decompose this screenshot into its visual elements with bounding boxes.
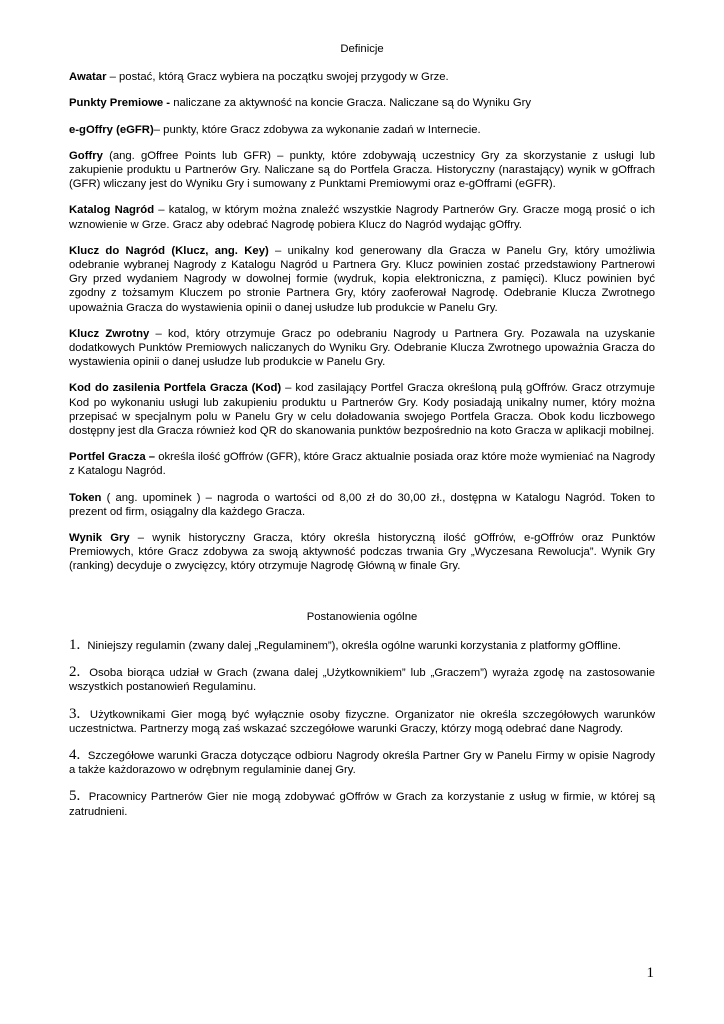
definition-term: e-gOffry (eGFR) <box>69 123 154 136</box>
definitions-title: Definicje <box>340 43 384 55</box>
definition-text: – kod, który otrzymuje Gracz po odebraniu Nagrody u Partnera Gry. Pozawala na uzyskanie dodatkowych Punktów Premiowych naliczanych do Wyniku Gry. Odebranie Klucza Zwrotnego upoważnia Gracza do wystawienia opinii o danej usłudze lub produkcie w Panelu Gry. <box>69 327 655 369</box>
definition-entry <box>69 491 655 519</box>
definition-term: Katalog Nagród <box>69 204 155 217</box>
definition-term: Portfel Gracza – <box>69 451 156 464</box>
page-number: 1 <box>646 965 654 981</box>
definition-term: Token <box>69 491 102 504</box>
definition-text: – punkty, które Gracz zdobywa za wykonanie zadań w Internecie. <box>153 123 481 136</box>
clause-number: 5. <box>69 788 81 805</box>
definition-text: ( ang. upominek ) – nagroda o wartości od 8,00 zł do 30,00 zł., dostępna w Katalogu Nagród. Token to prezent od firm, osiągalny dla każdego Gracza. <box>69 491 655 518</box>
definition-text: – unikalny kod generowany dla Gracza w Panelu Gry, który umożliwia odebranie wybranej Nagrody z Katalogu Nagród u Partnera Gry. Klucz powinien zostać przedstawiony Partnerowi Gry przed wydaniem Nagrody w dowolnej formie (wydruk, kopia elektroniczna, z pamięci). Klucz powinien być zgodny z tożsamym Kluczem po stronie Partnera Gry, który zaoferował Nagrodę. Odebranie Klucza Zwrotnego upoważnia Gracza do wystawienia opinii o danej usłudze lub produkcie w Panelu Gry. <box>69 244 655 314</box>
clause-item <box>69 665 655 694</box>
clause-item <box>69 707 655 736</box>
clause-item <box>69 748 655 777</box>
definition-entry <box>69 203 655 231</box>
definition-entry <box>69 149 655 192</box>
definition-entry <box>69 123 655 137</box>
definition-term: Punkty Premiowe - <box>69 97 171 110</box>
definition-text: (ang. gOffree Points lub GFR) – punkty, które zdobywają uczestnicy Gry za skorzystanie z usługi lub zakupienie produktu u Partnerów Gry. Naliczane są do Portfela Gracza. Historyczny (narastający) wynik w gOffrach (GFR) wliczany jest do Wyniku Gry i sumowany z Punktami Premiowymi oraz e-gOfframi (eGFR). <box>69 149 655 191</box>
clause-text: Użytkownikami Gier mogą być wyłącznie osoby fizyczne. Organizator nie określa szczegółowych warunków uczestnictwa. Partnerzy mogą zaś wskazać szczegółowe warunki Graczy, którzy mogą odebrać dane Nagrody. <box>69 708 655 735</box>
general-provisions-title: Postanowienia ogólne <box>306 610 418 623</box>
clause-item <box>69 638 655 653</box>
definition-term: Kod do zasilenia Portfela Gracza (Kod) <box>69 382 282 395</box>
definition-entry <box>69 244 655 315</box>
definition-term: Goffry <box>69 149 103 162</box>
clause-number: 4. <box>69 746 81 763</box>
definition-entry <box>69 96 655 110</box>
definition-entry <box>69 381 655 438</box>
clause-text: Pracownicy Partnerów Gier nie mogą zdobywać gOffrów w Grach za korzystanie z usług w firmie, w której są zatrudnieni. <box>69 791 655 818</box>
clause-text: Osoba biorąca udział w Grach (zwana dalej „Użytkownikiem” lub „Graczem”) wyraża zgodę na zastosowanie wszystkich postanowień Regulaminu. <box>69 667 655 694</box>
definition-term: Klucz Zwrotny <box>69 327 150 340</box>
definition-text: naliczane za aktywność na koncie Gracza. Naliczane są do Wyniku Gry <box>170 97 532 110</box>
clause-item <box>69 789 655 818</box>
clause-text: Szczegółowe warunki Gracza dotyczące odbioru Nagrody określa Partner Gry w Panelu Firmy w opisie Nagrody a także każdorazowo w odrębnym regulaminie danej Gry. <box>69 749 655 777</box>
clause-number: 2. <box>69 664 81 681</box>
definition-text: określa ilość gOffrów (GFR), które Gracz aktualnie posiada oraz które może wymieniać na Nagrody z Katalogu Nagród. <box>69 451 655 478</box>
definition-entry <box>69 450 655 478</box>
definition-text: – wynik historyczny Gracza, który określa historyczną ilość gOffrów, e-gOffrów oraz Punktów Premiowych, które Gracz zdobywa za swoją aktywność podczas trwania Gry „Wyczesana Rewolucja”. Wynik Gry (ranking) decyduje o zwycięzcy, który otrzymuje Nagrodę Główną w finale Gry. <box>69 532 656 573</box>
definition-text: – katalog, w którym można znaleźć wszystkie Nagrody Partnerów Gry. Gracze mogą prosić o ich wznowienie w Grze. Gracz aby odebrać Nagrodę pobiera Klucz do Nagród wydając gOffry. <box>69 204 656 231</box>
definition-term: Wynik Gry <box>69 532 130 545</box>
clause-number: 3. <box>69 705 81 722</box>
definition-term: Awatar <box>69 71 107 84</box>
clause-number: 1. <box>69 636 81 653</box>
definition-entry <box>69 70 655 84</box>
definition-text: – kod zasilający Portfel Gracza określoną pulą gOffrów. Gracz otrzymuje Kod po wykonaniu usługi lub zakupieniu produktu u Partnerów Gry. Kody posiadają unikalny numer, który można przepisać w specjalnym polu w Panelu Gry w celu doładowania swojego Portfela Gracza. Obok kodu liczbowego dostępny jest dla Gracza również kod QR do skanowania punktów bezpośrednio na koto Gracza w aplikacji mobilnej. <box>69 382 655 438</box>
definition-entry <box>69 327 655 370</box>
definition-entry <box>69 531 655 574</box>
clause-text: Niniejszy regulamin (zwany dalej „Regulaminem”), określa ogólne warunki korzystania z platformy gOffline. <box>87 639 621 652</box>
definition-text: – postać, którą Gracz wybiera na początku swojej przygody w Grze. <box>106 71 449 84</box>
definition-term: Klucz do Nagród (Klucz, ang. Key) <box>69 244 269 257</box>
